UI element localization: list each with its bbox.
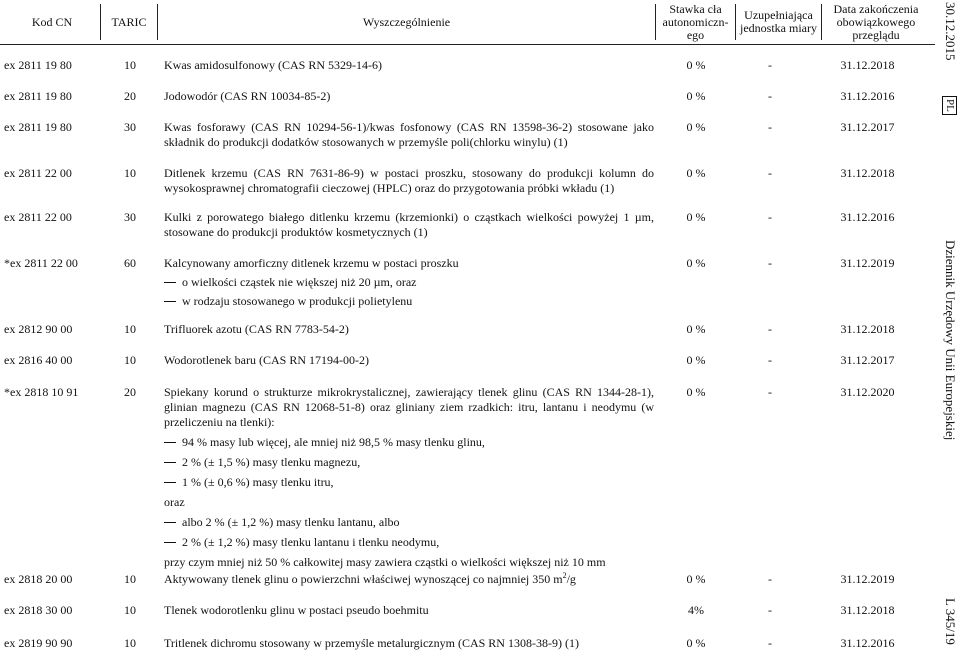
description: Kwas fosforawy (CAS RN 10294-56-1)/kwas fosfonowy (CAS RN 13598-36-2) stosowane jako składnik do produkcji dodatków stosowanych w przemyśle poli(chlorku winylu) (1) [164,120,654,149]
taric-code: 60 [124,256,136,270]
cn-code: ex 2818 30 00 [4,603,73,617]
supplementary-unit: - [768,636,772,650]
journal-title: Dziennik Urzędowy Unii Europejskiej [943,240,958,441]
taric-code: 10 [124,58,136,72]
table-header [0,0,935,45]
supplementary-unit: - [768,58,772,72]
duty-rate: 0 % [686,89,706,103]
description: Tlenek wodorotlenku glinu w postaci pseudo boehmitu [164,603,429,617]
dash-icon [164,482,176,483]
review-date: 31.12.2018 [840,603,895,617]
taric-code: 10 [124,636,136,650]
dash-icon [164,301,176,302]
dash-icon [164,462,176,463]
footnote-ref: (1) [553,135,568,149]
list-item: w rodzaju stosowanego w produkcji polietylenu [164,294,654,309]
list-item: o wielkości cząstek nie większej niż 20 µm, oraz [164,275,654,290]
taric-code: 10 [124,603,136,617]
duty-rate: 0 % [686,636,706,650]
review-date: 31.12.2018 [840,322,895,336]
review-date: 31.12.2016 [840,636,895,650]
taric-code: 20 [124,89,136,103]
header-unit: Uzupełniająca jednostka miary [740,8,817,35]
supplementary-unit: - [768,210,772,224]
description: Aktywowany tlenek glinu o powierzchni właściwej wynoszącej co najmniej 350 $m^2/g$ [164,571,576,586]
footnote-ref: (1) [600,181,615,195]
duty-rate: 0 % [686,210,706,224]
dash-icon [164,282,176,283]
header-taric: TARIC [111,14,147,29]
supplementary-unit: - [768,572,772,586]
review-date: 31.12.2017 [840,120,895,134]
supplementary-unit: - [768,322,772,336]
description: Kalcynowany amorficzny ditlenek krzemu w postaci proszku o wielkości cząstek nie większej niż 20 µm, oraz w rodzaju stosowanego w produkcji polietylenu [164,256,654,309]
duty-rate: 0 % [686,572,706,586]
page-margin [939,0,960,663]
list-item: 94 % masy lub więcej, ale mniej niż 98,5 % masy tlenku glinu, [164,435,654,450]
footnote-ref: (1) [564,636,579,650]
supplementary-unit: - [768,385,772,399]
cn-code: ex 2812 90 00 [4,322,73,336]
header-description: Wyszczególnienie [362,14,451,29]
review-date: 31.12.2017 [840,353,895,367]
description: Ditlenek krzemu (CAS RN 7631-86-9) w postaci proszku, stosowany do produkcji kolumn do wysokosprawnej chromatografii cieczowej (HPLC) oraz do przygotowania próbki wkładu (1) [164,166,654,195]
taric-code: 10 [124,572,136,586]
taric-code: 10 [124,353,136,367]
duty-rate: 0 % [686,166,706,180]
taric-code: 30 [124,120,136,134]
review-date: 31.12.2016 [840,210,895,224]
publication-date: 30.12.2015 [943,2,958,61]
review-date: 31.12.2018 [840,166,895,180]
duty-rate: 4% [688,603,704,617]
dash-icon [164,542,176,543]
review-date: 31.12.2018 [840,58,895,72]
duty-rate: 0 % [686,58,706,72]
taric-code: 10 [124,166,136,180]
conjunction: oraz [164,495,185,509]
review-date: 31.12.2019 [840,256,895,270]
duty-rate: 0 % [686,120,706,134]
description: Trifluorek azotu (CAS RN 7783-54-2) [164,322,349,336]
header-review-date: Data zakończenia obowiązkowego przeglądu [833,1,919,42]
cn-code: *ex 2811 22 00 [4,256,78,270]
supplementary-unit: - [768,603,772,617]
cn-code: ex 2811 19 80 [4,120,72,134]
supplementary-unit: - [768,353,772,367]
cn-code: ex 2811 22 00 [4,166,72,180]
cn-code: ex 2811 22 00 [4,210,72,224]
review-date: 31.12.2016 [840,89,895,103]
duty-rate: 0 % [686,256,706,270]
cn-code: ex 2811 19 80 [4,58,72,72]
review-date: 31.12.2020 [840,385,895,399]
language-code: PL [942,96,957,115]
supplementary-unit: - [768,89,772,103]
list-item: albo 2 % (± 1,2 %) masy tlenku lantanu, albo [164,515,654,530]
description: Tritlenek dichromu stosowany w przemyśle metalurgicznym (CAS RN 1308-38-9) (1) [164,636,579,650]
description: Spiekany korund o strukturze mikrokrystalicznej, zawierający tlenek glinu (CAS RN 1344-28-1), glinian magnezu (CAS RN 12068-51-8) oraz gliniany ziem rzadkich: itru, lantanu i neodymu (w przeliczeniu na tlenki): 94 % masy lub więcej, ale mniej niż 98,5 % masy tlenku glinu, 2 % (± 1,5 %) masy tlenku magnezu, 1 % (± 0,6 %) masy tlenku itru, oraz albo 2 % (± 1,2 %) masy tlenku lantanu, albo 2 % (± 1,2 %) masy tlenku lantanu i tlenku neodymu, przy czym mniej niż 50 % całkowitej masy zawiera cząstki o wielkości większej niż 10 mm [164,385,654,569]
tail-condition: przy czym mniej niż 50 % całkowitej masy zawiera cząstki o wielkości większej niż 10 mm [164,555,606,569]
description: Wodorotlenek baru (CAS RN 17194-00-2) [164,353,370,367]
supplementary-unit: - [768,166,772,180]
dash-icon [164,522,176,523]
taric-code: 20 [124,385,136,399]
cn-code: ex 2818 20 00 [4,572,73,586]
header-cn: Kod CN [31,14,73,29]
duty-rate: 0 % [686,322,706,336]
taric-code: 30 [124,210,136,224]
footnote-ref: (1) [413,225,428,239]
list-item: 2 % (± 1,5 %) masy tlenku magnezu, [164,455,654,470]
cn-code: ex 2811 19 80 [4,89,72,103]
dash-icon [164,442,176,443]
supplementary-unit: - [768,256,772,270]
duty-rate: 0 % [686,353,706,367]
description: Jodowodór (CAS RN 10034-85-2) [164,89,331,103]
list-item: 1 % (± 0,6 %) masy tlenku itru, [164,475,654,490]
duty-rate: 0 % [686,385,706,399]
description: Kwas amidosulfonowy (CAS RN 5329-14-6) [164,58,382,72]
page-reference: L 345/19 [943,598,958,645]
supplementary-unit: - [768,120,772,134]
cn-code: *ex 2818 10 91 [4,385,79,399]
cn-code: ex 2816 40 00 [4,353,73,367]
list-item: 2 % (± 1,2 %) masy tlenku lantanu i tlenku neodymu, [164,535,654,550]
taric-code: 10 [124,322,136,336]
header-rate: Stawka cła autonomiczn- ego [662,1,729,42]
review-date: 31.12.2019 [840,572,895,586]
description: Kulki z porowatego białego ditlenku krzemu (krzemionki) o cząstkach wielkości powyżej 1 µm, stosowane do produkcji produktów kosmetycznych (1) [164,210,654,239]
cn-code: ex 2819 90 90 [4,636,73,650]
